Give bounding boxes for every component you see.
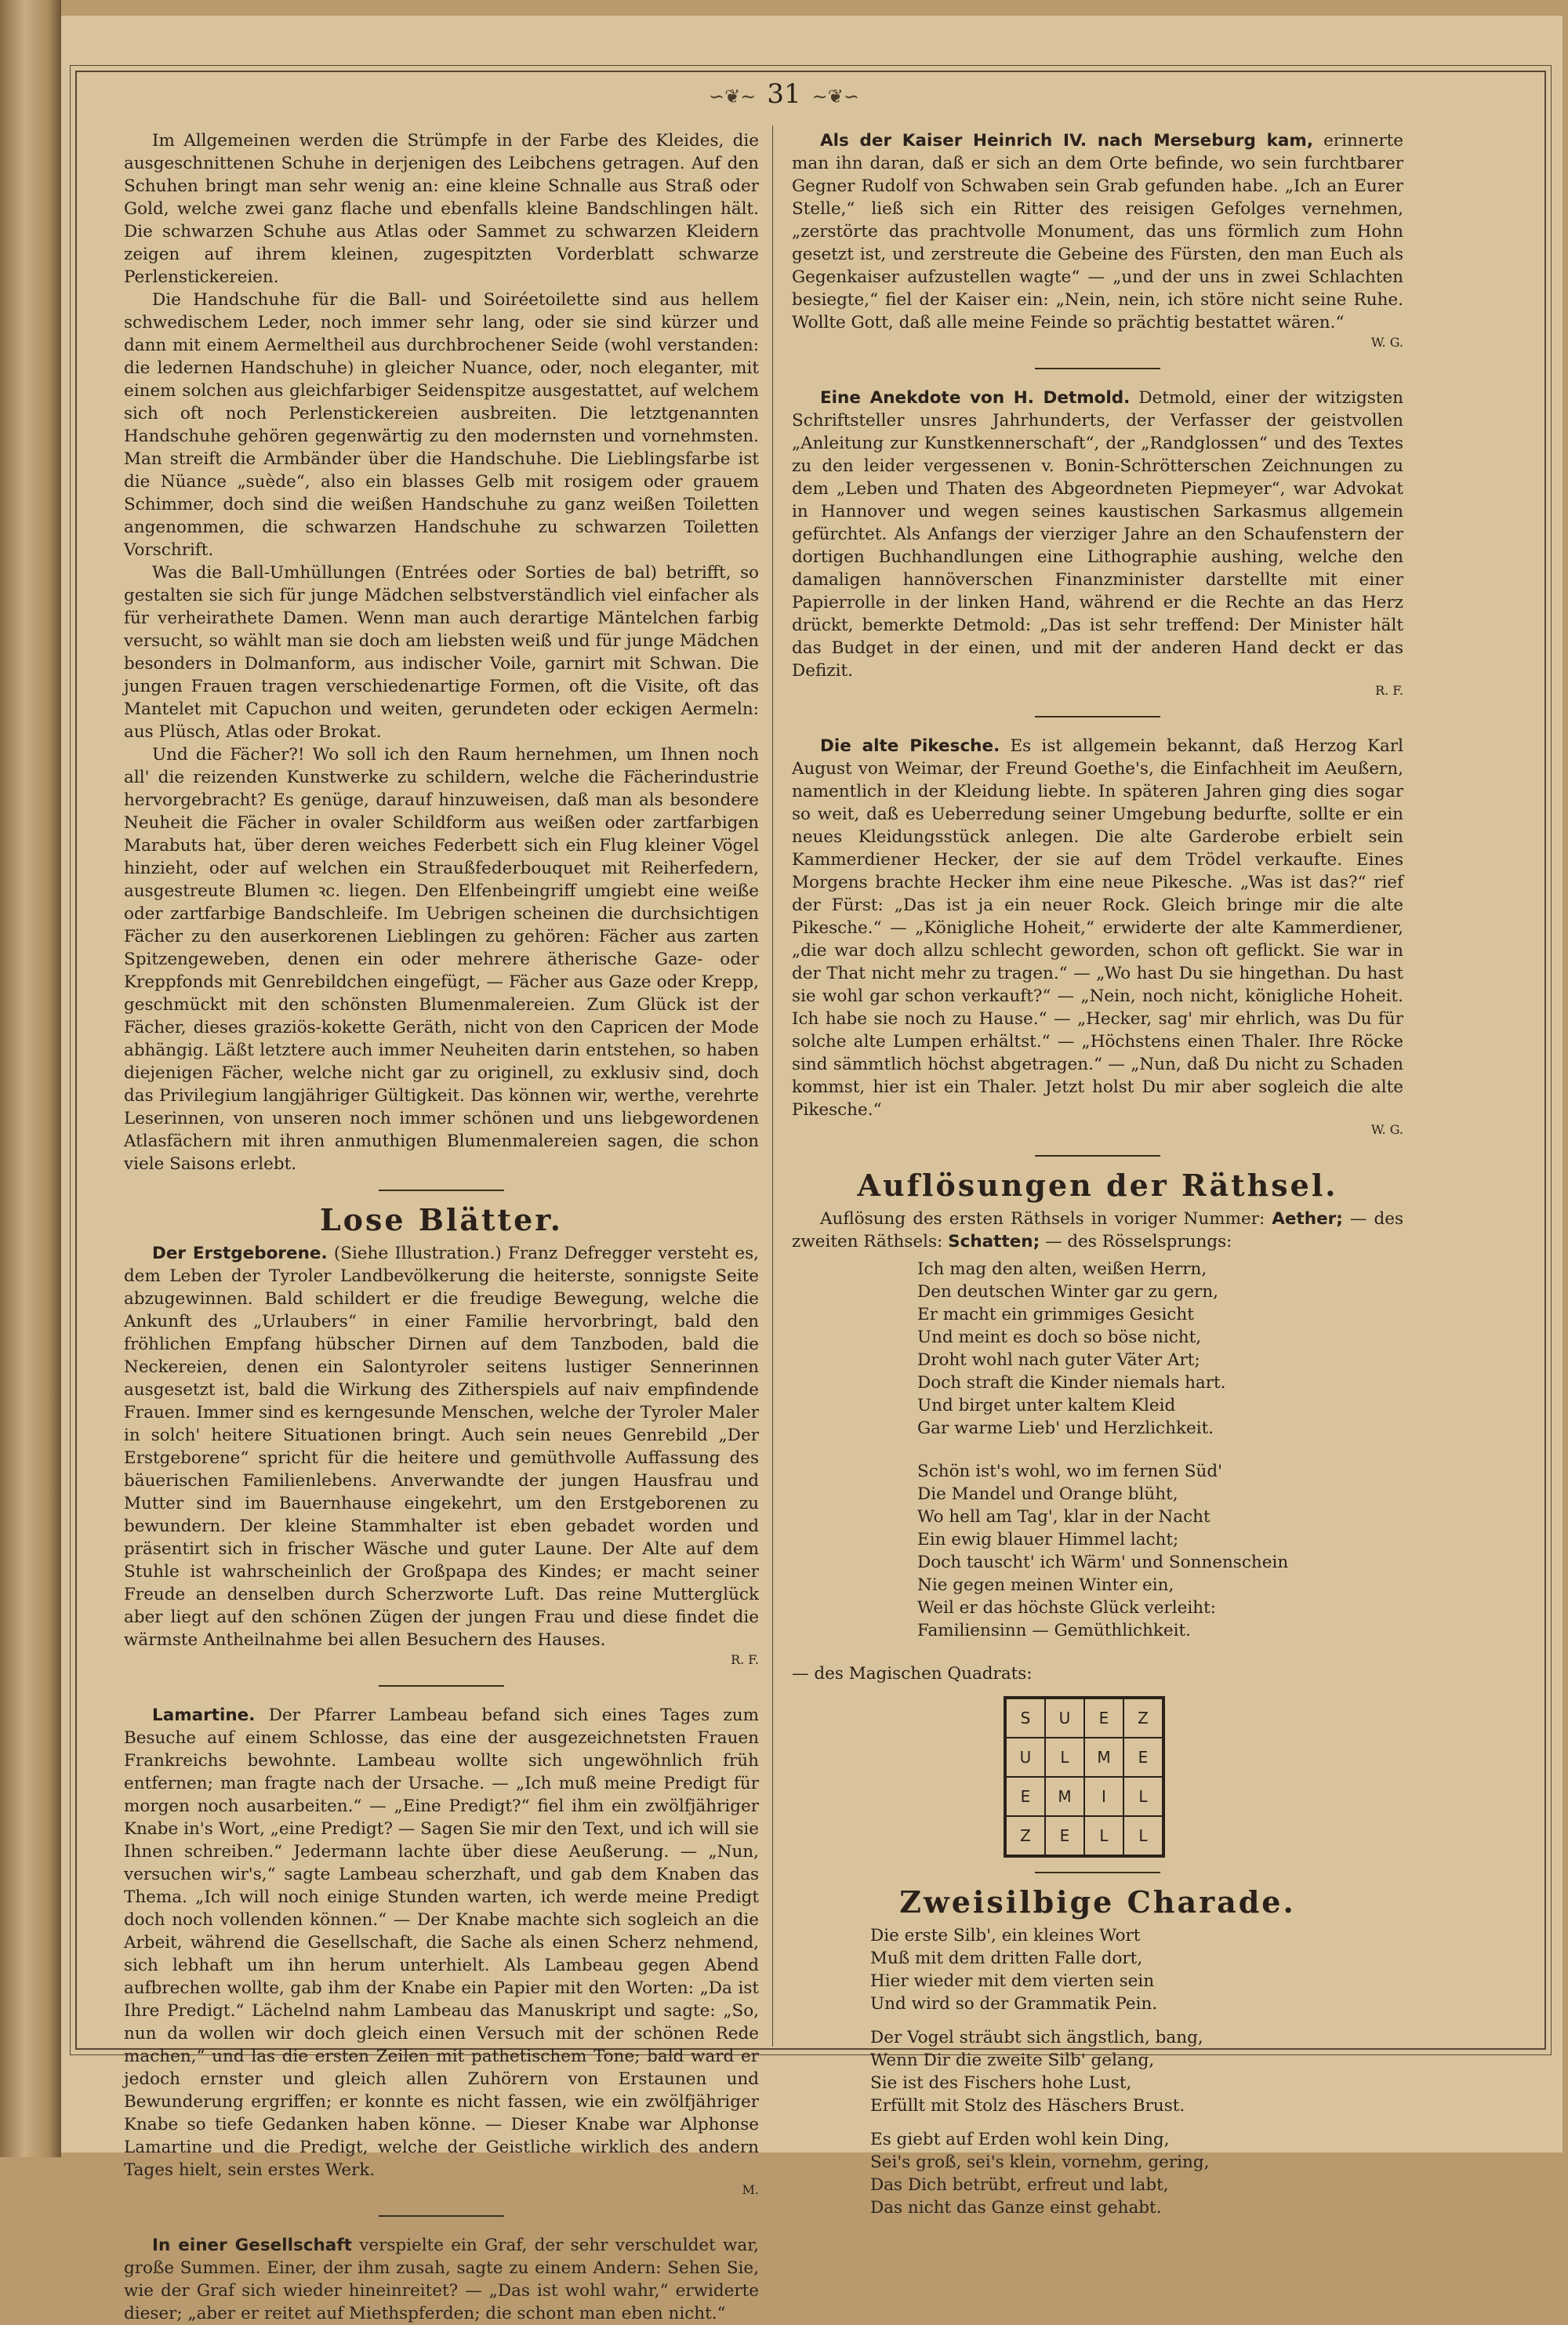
charade-line: Muß mit dem dritten Falle dort, [870,1949,1143,1968]
article-text: Detmold, einer der witzigsten Schriftsteller unsres Jahrhunderts, der Verfasser der geistvollen „Anleitung zur Kunstkennerschaft“, der „Randglossen“ und des Textes zu den leider vergessenen v. Bonin-Schrötterschen Zeichnungen zu dem „Leben und Thaten des Abgeordneten Piepmeyer“, war Advokat in Hannover und wegen seines kaustischen Sarkasmus allgemein gefürchtet. Als Anfangs der vierziger Jahre an den Schaufenstern der dortigen Buchhandlungen eine Lithographie aushing, welche den damaligen hannöverschen Finanzminister darstellte mit einer Papierrolle in der linken Hand, während er die Rechte an das Herz drückt, bemerkte Detmold: „Das ist sehr treffend: Der Minister hält das Budget in der einen, und mit der anderen Hand deckt er das Defizit. [792,388,1403,681]
poem-line: Weil er das höchste Glück verleiht: [917,1598,1217,1618]
article [792,387,1403,682]
article-lead: Eine Anekdote von H. Detmold. [820,388,1131,408]
answer-1: Aether; [1272,1209,1343,1229]
poem-stanza [917,1460,1403,1642]
poem-stanza [917,1258,1403,1440]
separator [1035,1155,1160,1157]
charade-line: Erfüllt mit Stolz des Häschers Brust. [870,2096,1185,2116]
book-spine [0,0,61,2157]
fashion-paragraph: Was die Ball-Umhüllungen (Entrées oder Sorties de bal) betrifft, so gestalten sie sich für junge Mädchen selbstverständlich viel einfacher als für verheirathete Damen. Wenn man auch derartige Mäntelchen farbig versucht, so wählt man sie doch am liebsten weiß und für junge Mädchen besonders in Dolmanform, aus indischer Voile, garnirt mit Schwan. Die jungen Frauen tragen verschiedenartige Formen, oft die Visite, oft das Mantelet mit Capuchon und weiten, gerundeten oder eckigen Aermeln: aus Plüsch, Atlas oder Brokat. [124,563,759,742]
solutions-intro [792,1208,1403,1253]
magic-square [1004,1696,1180,1858]
charade-line: Das nicht das Ganze einst gehabt. [870,2198,1162,2218]
solutions-text: — des Rösselsprungs: [1045,1232,1232,1252]
poem-line: Den deutschen Winter gar zu gern, [917,1282,1219,1302]
separator [1035,1872,1160,1873]
section-title: Lose Blätter. [319,1202,564,1237]
square-cell: Z [1006,1816,1045,1855]
poem-line: Die Mandel und Orange blüht, [917,1484,1178,1504]
poem-line: Ich mag den alten, weißen Herrn, [917,1259,1207,1279]
separator [379,2215,504,2217]
page-number: 31 [767,78,801,110]
article-lead: Lamartine. [152,1706,256,1725]
left-column [124,129,759,2325]
article-lead: Die alte Pikesche. [820,736,1000,756]
square-cell: M [1045,1777,1084,1816]
article-lead: In einer Gesellschaft [152,2236,352,2255]
article-text: Es ist allgemein bekannt, daß Herzog Karl August von Weimar, der Freund Goethe's, die Einfachheit im Aeußern, namentlich in der Kleidung liebte. In späteren Jahren ging dies sogar so weit, daß es Ueberredung seiner Umgebung bedurfte, sollte er ein neues Kleidungsstück anlegen. Die alte Garderobe erbielt sein Kammerdiener Hecker, der sie auf dem Trödel verkaufte. Eines Morgens brachte Hecker ihm eine neue Pikesche. „Was ist das?“ rief der Fürst: „Das ist ja ein neuer Rock. Gleich bringe mir die alte Pikesche.“ — „Königliche Hoheit,“ erwiderte der alte Kammerdiener, „die war doch allzu schlecht geworden, schon oft geflickt. Sie war in der That nicht mehr zu tragen.“ — „Wo hast Du sie hingethan. Du hast sie wohl gar schon verkauft?“ — „Nein, noch nicht, königliche Hoheit. Ich habe sie noch zu Hause.“ — „Hecker, sag' mir ehrlich, was Du für solche alte Lumpen erhältst.“ — „Höchstens einen Thaler. Ihre Röcke sind sämmtlich höchst abgetragen.“ — „Nun, daß Du nicht zu Schaden kommst, hier ist ein Thaler. Jetzt holst Du mir aber sogleich die alte Pikesche.“ [792,736,1403,1120]
poem-line: Wo hell am Tag', klar in der Nacht [917,1507,1210,1527]
article [124,1704,759,2182]
square-cell: E [1084,1698,1123,1738]
article-text: (Siehe Illustration.) Franz Defregger versteht es, dem Leben der Tyroler Landbevölkerung die heiterste, sonnigste Seite abzugewinnen. Bald schildert er die freudige Bewegung, welche die Ankunft des „Urlaubers“ in einer Familie hervorbringt, bald den fröhlichen Empfang hübscher Dirnen auf dem Tanzboden, bald die Neckereien, denen ein Salontyroler seitens lustiger Sennerinnen ausgesetzt ist, bald die Wirkung des Zitherspiels auf naiv empfindende Frauen. Immer sind es kerngesunde Menschen, welche der Tyroler Maler in solch' heitere Situationen bringt. Auch sein neues Genrebild „Der Erstgeborene“ spricht für die heitere und gemüthvolle Auffassung des bäuerischen Familienlebens. Anverwandte der jungen Hausfrau und Mutter sind im Bauernhause eingekehrt, um den Erstgeborenen zu bewundern. Der kleine Stammhalter ist eben gebadet worden und präsentirt sich in frischer Wäsche und guter Laune. Der Alte auf dem Stuhle ist wahrscheinlich der Großpapa des Kindes; er macht seiner Freude an denselben durch Scherzworte Luft. Das reine Mutterglück aber liegt auf den schönen Zügen der jungen Frau und diese findet die wärmste Antheilnahme bei allen Besuchern des Hauses. [124,1244,759,1650]
magic-square-label: — des Magischen Quadrats: [792,1664,1033,1684]
fashion-paragraph: Im Allgemeinen werden die Strümpfe in der Farbe des Kleides, die ausgeschnittenen Schuhe in derjenigen des Leibchens getragen. Auf den Schuhen bringt man sehr wenig an: eine kleine Schnalle aus Straß oder Gold, welche zwei ganz flache und ebenfalls kleine Bandschlingen hält. Die schwarzen Schuhe aus Atlas oder Sammet zu schwarzen Kleidern zeigen auf ihrem kleinen, zugespitzten Vorderblatt schwarze Perlenstickereien. [124,131,759,287]
article [124,1242,759,1651]
solutions-text: — des zweiten Räthsels: [792,1209,1403,1252]
separator [1035,368,1160,369]
poem-line: Familiensinn — Gemüthlichkeit. [917,1621,1191,1640]
square-cell: E [1006,1777,1045,1816]
separator [379,1685,504,1687]
answer-2: Schatten; [948,1232,1040,1252]
solutions-text: Auflösung des ersten Räthsels in voriger Nummer: [820,1209,1265,1229]
article [124,2234,759,2325]
square-cell: L [1123,1777,1163,1816]
charade-line: Der Vogel sträubt sich ängstlich, bang, [870,2028,1203,2047]
charade [870,1924,1403,2219]
square-cell: S [1006,1698,1045,1738]
article-signature: W. G. [1370,1122,1403,1137]
charade-line: Sei's groß, sei's klein, vornehm, gering, [870,2152,1210,2172]
charade-stanza [870,2026,1403,2117]
charade-stanza [870,1924,1403,2015]
magic-square-table [1004,1696,1165,1858]
poem-line: Und meint es doch so böse nicht, [917,1328,1202,1347]
article-text: Der Pfarrer Lambeau befand sich eines Tages zum Besuche auf einem Schlosse, das eine der ausgezeichnetsten Frauen Frankreichs bewohnte. Lambeau wollte sich ungewöhnlich früh entfernen; man fragte nach der Ursache. — „Ich muß meine Predigt für morgen noch ausarbeiten.“ — „Eine Predigt?“ fiel ihm ein zwölfjähriger Knabe in's Wort, „eine Predigt? — Sagen Sie mir den Text, und ich will sie Ihnen schreiben.“ Jedermann lachte über diese Aeußerung. — „Nun, versuchen wir's,“ sagte Lambeau scherzhaft, und gab dem Knaben das Thema. „Ich will noch einige Stunden warten, ich werde meine Predigt doch noch vollenden können.“ — Der Knabe machte sich sogleich an die Arbeit, während die Gesellschaft, die Sache als einen Scherz nehmend, sich lebhaft um ihn herum unterhielt. Als Lambeau gegen Abend aufbrechen wollte, gab ihm der Knabe ein Papier mit den Worten: „Da ist Ihre Predigt.“ Lächelnd nahm Lambeau das Manuskript und sagte: „So, nun da wollen wir doch gleich einen Versuch mit der schönen Rede machen,“ und las die ersten Zeilen mit pathetischem Tone; bald ward er jedoch ernster und gleich allen Zuhörern von Erstaunen und Bewunderung ergriffen; er konnte es nicht fassen, wie ein zwölfjähriger Knabe so tiefe Gedanken haben könne. — Dieser Knabe war Alphonse Lamartine und die Predigt, welche der Geistliche wirklich des andern Tages hielt, sein erstes Werk. [124,1706,759,2180]
charade-line: Wenn Dir die zweite Silb' gelang, [870,2051,1155,2070]
charade-line: Hier wieder mit dem vierten sein [870,1971,1155,1991]
square-cell: M [1084,1738,1123,1777]
separator [379,1190,504,1191]
charade-line: Und wird so der Grammatik Pein. [870,1994,1158,2014]
square-cell: E [1045,1816,1084,1855]
article-signature: R. F. [1375,683,1403,698]
article-signature: W. G. [1370,335,1403,350]
article-signature: R. F. [731,1652,759,1667]
charade-line: Das Dich betrübt, erfreut und labt, [870,2175,1169,2195]
article [792,735,1403,1121]
poem-line: Ein ewig blauer Himmel lacht; [917,1530,1179,1549]
article-signature: M. [742,2182,759,2197]
charade-line: Sie ist des Fischers hohe Lust, [870,2073,1132,2093]
article-text: verspielte ein Graf, der sehr verschuldet war, große Summen. Einer, der ihm zusah, sagte zu einem Andern: Sehen Sie, wie der Graf sich wieder hineinreitet? — „Das ist wohl wahr,“ erwiderte dieser; „aber er reitet auf Miethspferden; die schont man eben nicht.“ [124,2236,759,2323]
poem-line: Droht wohl nach guter Väter Art; [917,1350,1200,1370]
poem-line: Schön ist's wohl, wo im fernen Süd' [917,1462,1223,1481]
square-row [1006,1777,1163,1816]
poem-line: Er macht ein grimmiges Gesicht [917,1305,1194,1324]
separator [1035,716,1160,717]
poem [917,1258,1403,1642]
column-divider [772,125,773,2047]
square-cell: L [1045,1738,1084,1777]
square-cell: E [1123,1738,1163,1777]
article-lead: Der Erstgeborene. [152,1244,328,1263]
article [792,129,1403,334]
charade-line: Es giebt auf Erden wohl kein Ding, [870,2130,1170,2149]
charade-title: Zweisilbige Charade. [899,1884,1296,1920]
poem-line: Und birget unter kaltem Kleid [917,1396,1176,1415]
square-cell: L [1084,1816,1123,1855]
square-cell: U [1006,1738,1045,1777]
poem-line: Nie gegen meinen Winter ein, [917,1575,1174,1595]
square-cell: L [1123,1816,1163,1855]
poem-line: Doch tauscht' ich Wärm' und Sonnenschein [917,1553,1289,1572]
fashion-paragraph: Und die Fächer?! Wo soll ich den Raum hernehmen, um Ihnen noch all' die reizenden Kunstwerke zu schildern, welche die Fächerindustrie hervorgebracht? Es genüge, darauf hinzuweisen, daß man als besondere Neuheit die Fächer in ovaler Schildform aus weißen oder zartfarbigen Marabuts hat, über deren weiches Federbett sich ein Flug kleiner Vögel hinzieht, oder auf welchen ein Straußfederbouquet mit Reiherfedern, ausgestreute Blumen ꝛc. liegen. Den Elfenbeingriff umgiebt eine weiße oder zartfarbige Bandschleife. Im Uebrigen scheinen die durchsichtigen Fächer zu den auserkorenen Lieblingen zu gehören: Fächer aus zarten Spitzengeweben, denen ein oder mehrere ätherische Gaze- oder Kreppfonds mit Genrebildchen eingefügt, — Fächer aus Gaze oder Krepp, geschmückt mit den schönsten Blumenmalereien. Zum Glück ist der Fächer, dieses graziös-kokette Geräth, nicht von den Capricen der Mode abhängig. Läßt letztere auch immer Neuheiten darin entstehen, so haben diejenigen Fächer, welche nicht gar zu originell, zu exklusiv sind, doch das Privilegium langjähriger Gültigkeit. Das können wir, werthe, verehrte Leserinnen, von unseren noch immer schönen und uns liebgewordenen Atlasfächern mit ihren anmuthigen Blumenmalereien sagen, die schon viele Saisons erlebt. [124,745,759,1174]
ornament-left-icon: ∽❦∼ [709,85,757,107]
square-row [1006,1738,1163,1777]
square-cell: Z [1123,1698,1163,1738]
square-cell: U [1045,1698,1084,1738]
square-row [1006,1816,1163,1855]
charade-line: Die erste Silb', ein kleines Wort [870,1926,1141,1945]
poem-line: Doch straft die Kinder niemals hart. [917,1373,1226,1393]
square-cell: I [1084,1777,1123,1816]
right-column [792,129,1403,2219]
article-lead: Als der Kaiser Heinrich IV. nach Merseburg kam, [820,131,1314,151]
page-number-header [0,78,1568,110]
fashion-paragraph: Die Handschuhe für die Ball- und Soiréetoilette sind aus hellem schwedischem Leder, noch immer sehr lang, oder sie sind kürzer und dann mit einem Aermeltheil aus durchbrochener Seide (wohl verstanden: die ledernen Handschuhe) in gleicher Nuance, oder, noch eleganter, mit einem solchen aus gleichfarbiger Seidenspitze ausgestattet, auf welchem sich oft noch Perlenstickereien ausbreiten. Die letztgenannten Handschuhe gehören gegenwärtig zu den modernsten und vornehmsten. Man streift die Armbänder über die Handschuhe. Die Lieblingsfarbe ist die Nüance „suède“, also ein blasses Gelb mit rosigem oder grauem Schimmer, doch sind die weißen Handschuhe zu ganz weißen Toiletten angenommen, die schwarzen Handschuhe zu schwarzen Toiletten Vorschrift. [124,290,759,560]
ornament-right-icon: ∼❦∽ [811,85,859,107]
poem-line: Gar warme Lieb' und Herzlichkeit. [917,1419,1214,1438]
solutions-title: Auflösungen der Räthsel. [857,1168,1338,1203]
square-row [1006,1698,1163,1738]
charade-stanza [870,2128,1403,2219]
article-text: erinnerte man ihn daran, daß er sich an dem Orte befinde, wo sein furchtbarer Gegner Rudolf von Schwaben sein Grab gefunden habe. „Ich an Eurer Stelle,“ ließ sich ein Ritter des reisigen Gefolges vernehmen, „zerstörte das prachtvolle Monument, das uns förmlich zum Hohn gesetzt ist, und zerstreute die Gebeine des Fürsten, den man Euch als Gegenkaiser aufzustellen wagte“ — „und der uns in zwei Schlachten besiegte,“ fiel der Kaiser ein: „Nein, nein, ich störe nicht seine Ruhe. Wollte Gott, daß alle meine Feinde so prächtig bestattet wären.“ [792,131,1404,332]
